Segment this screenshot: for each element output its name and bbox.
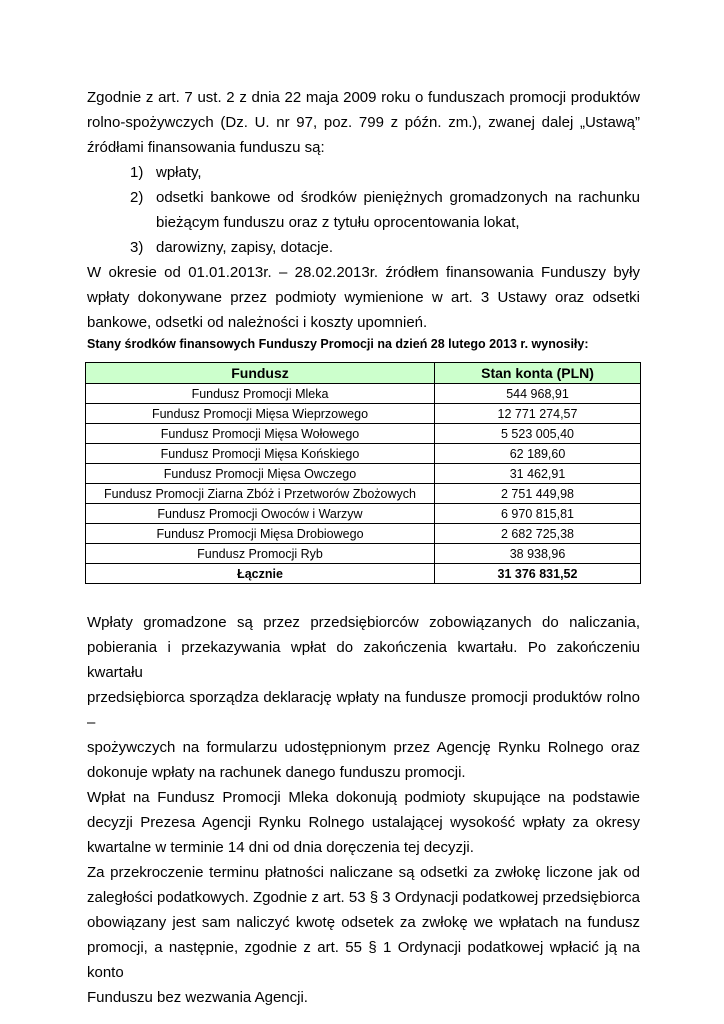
header-fund: Fundusz (86, 363, 435, 384)
table-row (86, 484, 641, 504)
table-row (86, 384, 641, 404)
table-row (86, 524, 641, 544)
list-item (87, 185, 640, 210)
header-balance: Stan konta (PLN) (435, 363, 641, 384)
table-row (86, 444, 641, 464)
fund-balance: 62 189,60 (435, 444, 641, 464)
fund-name: Fundusz Promocji Ziarna Zbóż i Przetworów Zbożowych (86, 484, 435, 504)
list-number: 1) (130, 164, 144, 181)
fund-name: Fundusz Promocji Mleka (86, 384, 435, 404)
fund-balance: 6 970 815,81 (435, 504, 641, 524)
intro-paragraph-line: bankowe, odsetki od należności i koszty upomnień. (87, 314, 428, 331)
fund-name: Fundusz Promocji Mięsa Owczego (86, 464, 435, 484)
outro-paragraph-line: Za przekroczenie terminu płatności naliczane są odsetki za zwłokę liczone jak od (87, 864, 640, 881)
list-number: 3) (130, 239, 144, 256)
outro-paragraph-line: przedsiębiorca sporządza deklarację wpłaty na fundusze promocji produktów rolno – (87, 689, 640, 731)
fund-name: Fundusz Promocji Mięsa Drobiowego (86, 524, 435, 544)
outro-paragraph-line: Wpłaty gromadzone są przez przedsiębiorców zobowiązanych do naliczania, (87, 614, 640, 631)
intro-paragraph-line: rolno-spożywczych (Dz. U. nr 97, poz. 799 z późn. zm.), zwanej dalej „Ustawą” (87, 114, 640, 131)
intro-paragraph-line: wpłaty dokonywane przez podmioty wymienione w art. 3 Ustawy oraz odsetki (87, 289, 640, 306)
outro-paragraph-line: kwartalne w terminie 14 dni od dnia doręczenia tej decyzji. (87, 839, 474, 856)
table-row (86, 504, 641, 524)
list-text: odsetki bankowe od środków pieniężnych gromadzonych na rachunku (156, 189, 640, 206)
table-caption: Stany środków finansowych Funduszy Promocji na dzień 28 lutego 2013 r. wynosiły: (87, 337, 589, 351)
table-row (86, 424, 641, 444)
fund-name: Fundusz Promocji Ryb (86, 544, 435, 564)
list-text: wpłaty, (156, 164, 202, 181)
fund-name: Fundusz Promocji Owoców i Warzyw (86, 504, 435, 524)
list-item (87, 160, 640, 185)
fund-name: Fundusz Promocji Mięsa Wołowego (86, 424, 435, 444)
funds-table (85, 362, 641, 584)
outro-paragraph-line: pobierania i przekazywania wpłat do zakończenia kwartału. Po zakończeniu kwartału (87, 639, 640, 681)
table-total-row (86, 564, 641, 584)
list-item (87, 210, 640, 235)
fund-balance: 2 682 725,38 (435, 524, 641, 544)
table-row (86, 404, 641, 424)
table-row (86, 464, 641, 484)
fund-balance: 544 968,91 (435, 384, 641, 404)
outro-paragraph-line: Funduszu bez wezwania Agencji. (87, 989, 308, 1006)
fund-balance: 31 462,91 (435, 464, 641, 484)
intro-paragraph-line: Zgodnie z art. 7 ust. 2 z dnia 22 maja 2009 roku o funduszach promocji produktów (87, 89, 640, 106)
outro-paragraph-line: zaległości podatkowych. Zgodnie z art. 53 § 3 Ordynacji podatkowej przedsiębiorca (87, 889, 640, 906)
outro-paragraph-line: Wpłat na Fundusz Promocji Mleka dokonują podmioty skupujące na podstawie (87, 789, 640, 806)
list-text: darowizny, zapisy, dotacje. (156, 239, 334, 256)
intro-section (87, 85, 640, 335)
intro-paragraph-line: źródłami finansowania funduszu są: (87, 139, 325, 156)
total-value: 31 376 831,52 (435, 564, 641, 584)
fund-balance: 38 938,96 (435, 544, 641, 564)
fund-balance: 12 771 274,57 (435, 404, 641, 424)
list-number: 2) (130, 189, 144, 206)
table-header-row (86, 363, 641, 384)
fund-balance: 2 751 449,98 (435, 484, 641, 504)
list-item (87, 235, 640, 260)
intro-paragraph-line: W okresie od 01.01.2013r. – 28.02.2013r. źródłem finansowania Funduszy były (87, 264, 640, 281)
table-row (86, 544, 641, 564)
outro-paragraph-line: promocji, a następnie, zgodnie z art. 55 § 1 Ordynacji podatkowej wpłacić ją na konto (87, 939, 640, 981)
outro-paragraph-line: obowiązany jest sam naliczyć kwotę odsetek za zwłokę we wpłatach na fundusz (87, 914, 640, 931)
total-label: Łącznie (86, 564, 435, 584)
fund-balance: 5 523 005,40 (435, 424, 641, 444)
outro-paragraph-line: spożywczych na formularzu udostępnionym przez Agencję Rynku Rolnego oraz (87, 739, 640, 756)
fund-name: Fundusz Promocji Mięsa Końskiego (86, 444, 435, 464)
list-text: bieżącym funduszu oraz z tytułu oprocentowania lokat, (156, 214, 520, 231)
outro-paragraph-line: decyzji Prezesa Agencji Rynku Rolnego ustalającej wysokość wpłaty za okresy (87, 814, 640, 831)
fund-name: Fundusz Promocji Mięsa Wieprzowego (86, 404, 435, 424)
list-number (130, 210, 152, 235)
outro-paragraph-line: dokonuje wpłaty na rachunek danego funduszu promocji. (87, 764, 466, 781)
outro-section (87, 610, 640, 1010)
